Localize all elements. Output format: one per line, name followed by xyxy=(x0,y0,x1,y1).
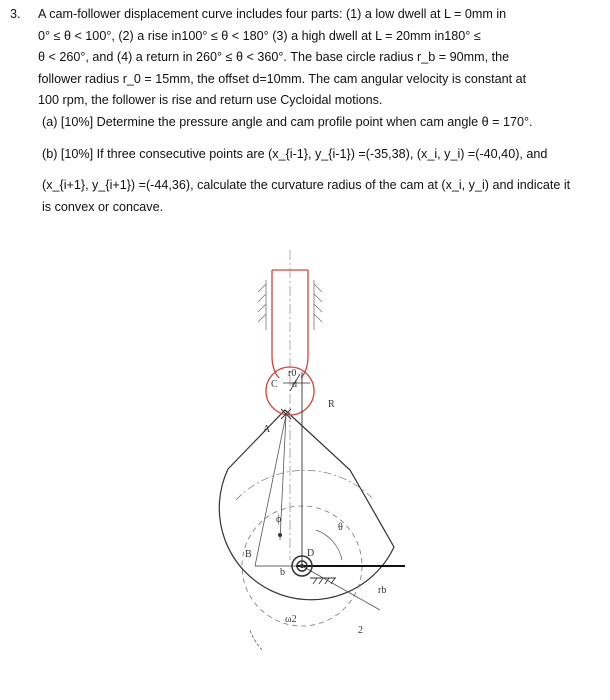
label-A: A xyxy=(263,424,271,435)
label-d: d xyxy=(292,379,297,390)
label-D: D xyxy=(307,548,315,559)
label-phi: ϕ xyxy=(276,514,282,525)
problem-line-2: 0° ≤ θ < 100°, (2) a rise in100° ≤ θ < 180° (3) a high dwell at L = 20mm in180° ≤ xyxy=(38,28,481,43)
omega-arrow xyxy=(250,630,262,650)
problem-line-1: A cam-follower displacement curve includes four parts: (1) a low dwell at L = 0mm in xyxy=(38,7,507,21)
pivot xyxy=(292,556,336,584)
problem-line-3: θ < 260°, and (4) a return in 260° ≤ θ < 360°. The base circle radius r_b = 90mm, the xyxy=(38,50,510,65)
question-number: 3. xyxy=(10,7,21,21)
label-omega: ω2 xyxy=(285,614,297,625)
part-b-line-1: (b) [10%] If three consecutive points are (x_{i-1}, y_{i-1}) =(-35,38), (x_i, y_i) =(-40,40), and xyxy=(42,146,548,161)
label-r0: r0 xyxy=(288,368,297,379)
label-b: b xyxy=(280,567,285,578)
part-a: (a) [10%] Determine the pressure angle and cam profile point when cam angle θ = 170°. xyxy=(42,114,533,129)
part-b-line-2: (x_{i+1}, y_{i+1}) =(-44,36), calculate the curvature radius of the cam at (x_i, y_i) and indicate it xyxy=(42,178,571,193)
problem-line-5: 100 rpm, the follower is rise and return use Cycloidal motions. xyxy=(38,93,383,108)
point-phi xyxy=(278,533,282,537)
construction-arc xyxy=(236,470,372,500)
label-theta: θ xyxy=(338,522,343,533)
rb-line xyxy=(302,566,380,610)
label-2: 2 xyxy=(358,625,363,636)
label-rb: rb xyxy=(378,585,387,596)
label-C: C xyxy=(271,379,278,390)
problem-line-4: follower radius r_0 = 15mm, the offset d=10mm. The cam angular velocity is constant at xyxy=(38,71,527,86)
cam-profile xyxy=(219,410,394,600)
part-b-line-3: is convex or concave. xyxy=(42,199,164,214)
label-B: B xyxy=(245,549,252,560)
theta-arc xyxy=(316,530,342,560)
line-A-B xyxy=(255,415,286,566)
label-R: R xyxy=(328,399,335,410)
